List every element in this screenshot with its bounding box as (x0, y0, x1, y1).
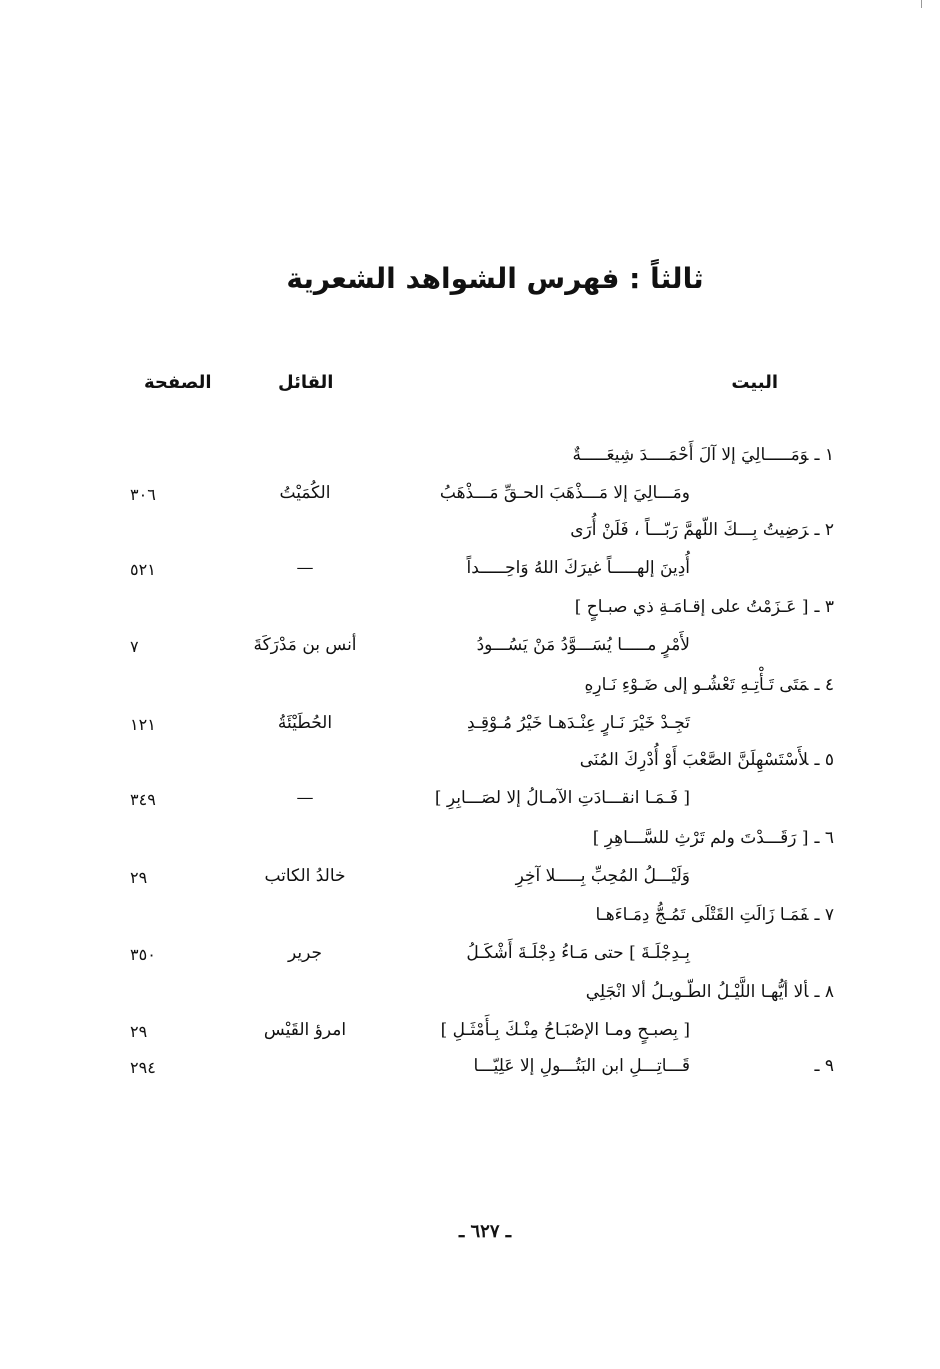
verse-first-half: مَتَى تَـأْتِـهِ تَعْشُـو إلى ضَـوْءِ نَـارِهِ (584, 675, 809, 695)
page-number: ٣٠٦ (130, 485, 156, 504)
header-page: الصفحة (144, 372, 212, 393)
verse-first-half: رَضِيتُ بِـــكَ اللّهمَّ رَبّـــاً ، فَلَنْ أُرَى (570, 520, 809, 540)
verse-entry-3 (0, 597, 940, 677)
entry-number: ٣ ـ (814, 597, 834, 617)
verse-first-half: فَمَـا زَالَتِ القَتْلَى تَمُـجُّ دِمَـاءَهـا (595, 905, 809, 925)
entry-number: ٢ ـ (814, 520, 834, 540)
verse-second-half: أُدِينَ إلهـــــاً غيرَكَ اللهُ وَاحِـــــداً (466, 558, 690, 578)
entry-number: ٩ ـ (814, 1056, 834, 1076)
verse-entry-1 (0, 445, 940, 525)
verse-second-half: ومَـــالِيَ إلا مَـــذْهَبَ الحـقِّ مَـــذْهَبُ (439, 483, 690, 503)
entry-number: ٥ ـ (814, 750, 834, 770)
poet-name: الكُمَيْتُ (279, 483, 331, 503)
verse-entry-4 (0, 675, 940, 755)
page-number: ٣٥٠ (130, 945, 156, 964)
verse-entry-5 (0, 750, 940, 830)
page-number: ٣٤٩ (130, 790, 156, 809)
edge-mark (921, 0, 922, 8)
verse-first-half: لأَسْتَسْهِلَنَّ الصَّعْبَ أَوْ أُدْرِكَ المُنَى (579, 750, 809, 770)
entry-number: ٧ ـ (814, 905, 834, 925)
poet-name: خالدُ الكاتب (264, 866, 346, 886)
entry-number: ٤ ـ (814, 675, 834, 695)
page-number: ٢٩ (130, 868, 148, 887)
verse-first-half: [ رَقَـــدْتَ ولم تَرْثِ للسَّـــاهِرِ ] (592, 828, 809, 848)
verse-second-half: تَجِـدْ خَيْرَ نَـارٍ عِنْـدَهـا خَيْرُ مُـوْقِـدِ (467, 713, 690, 733)
poet-name: امرؤ القَيْس (263, 1020, 347, 1040)
verse-entry-6 (0, 828, 940, 908)
entry-number: ١ ـ (814, 445, 834, 465)
folio-page-number: ـ ٦٢٧ ـ (458, 1221, 512, 1242)
entry-number: ٨ ـ (814, 982, 834, 1002)
page-number: ٢٩ (130, 1022, 148, 1041)
page-number: ٧ (130, 637, 139, 656)
header-poet: القائل (278, 372, 334, 393)
page-title: ثالثاً : فهرس الشواهد الشعرية (286, 262, 704, 295)
page-number: ٥٢١ (130, 560, 156, 579)
poet-name: جرير (288, 943, 322, 963)
verse-second-half: [ فَـمَـا انقـــادَتِ الآمـالُ إلا لصَـــابِرِ ] (434, 788, 690, 808)
poet-name: — (296, 558, 314, 578)
poet-name: — (296, 788, 314, 808)
verse-second-half: بِـدِجْلَـةَ ] حتى مَـاءُ دِجْلَـةَ أَشْكَـلُ (466, 943, 690, 963)
page-number: ١٢١ (130, 715, 156, 734)
verse-entry-2 (0, 520, 940, 600)
verse-second-half: وَلَيْـــلُ المُحِبِّ بِـــــلا آخِرِ (515, 866, 690, 886)
verse-line: قَـــاتِـــلِ ابن البَتُـــولِ إلا عَلِيّـــا (473, 1056, 690, 1076)
poet-name: الحُطَيْئَةُ (277, 713, 333, 733)
verse-second-half: لأَمْرٍ مـــــا يُسَـــوَّدُ مَنْ يَسُـــودُ (476, 635, 690, 655)
verse-first-half: ألا أيُّهـا اللَّيْـلُ الطّـويـلُ ألا انْجَلِي (585, 982, 809, 1002)
entry-number: ٦ ـ (814, 828, 834, 848)
verse-second-half: [ بِصبـحٍ ومـا الإصْبَـاحُ مِنْـكَ بِـأَمْثَـلِ ] (440, 1020, 690, 1040)
header-verse: البيت (731, 372, 778, 393)
page-number: ٢٩٤ (130, 1058, 156, 1077)
verse-first-half: [ عَـزَمْتُ على إقـامَـةِ ذي صبـاحٍ ] (574, 597, 809, 617)
poet-name: أنس بن مَدْرَكَةَ (253, 635, 357, 655)
verse-first-half: وَمَـــــالِيَ إلا آلَ أَحْمَــــدَ شِيعَـــــةٌ (572, 445, 809, 465)
verse-entry-8 (0, 982, 940, 1062)
verse-entry-7 (0, 905, 940, 985)
